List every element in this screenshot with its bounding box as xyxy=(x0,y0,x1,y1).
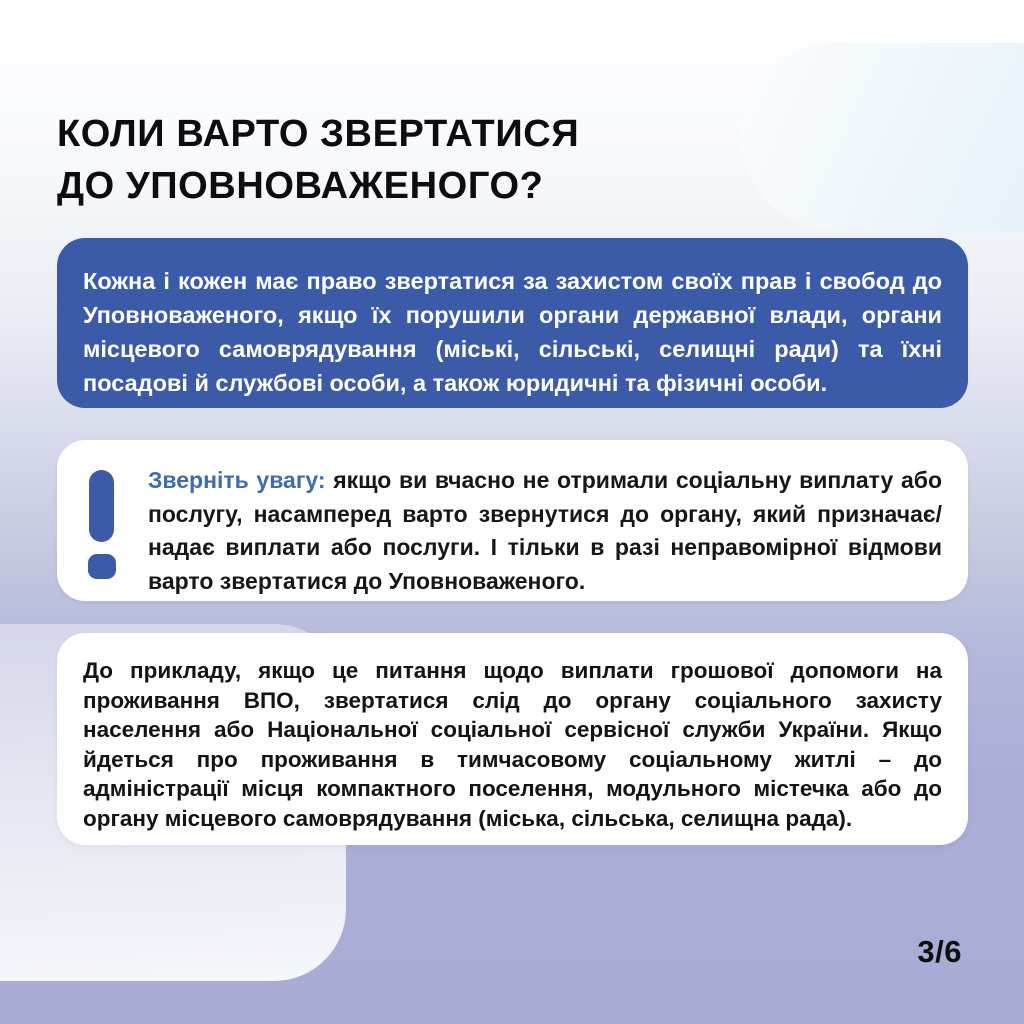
intro-card-text: Кожна і кожен має право звертатися за захистом своїх прав і свобод до Уповноваженого, якщо їх порушили органи державної влади, органи місцевого самоврядування (міські, сільські, селищні ради) та їхні посадові й службові особи, а також юридичні та фізичні особи. xyxy=(83,268,942,396)
page-title-line-2: ДО УПОВНОВАЖЕНОГО? xyxy=(57,165,544,207)
exclamation-icon-bar xyxy=(89,470,114,542)
intro-card xyxy=(57,238,968,408)
exclamation-icon-dot xyxy=(88,554,116,579)
page-title xyxy=(57,108,579,212)
example-card-text: До прикладу, якщо це питання щодо виплати грошової допомоги на проживання ВПО, звертатися слід до органу соціального захисту населення або Національної соціальної сервісної служби України. Якщо йдеться про проживання в тимчасовому соціальному житлі – до адміністрації місця компактного поселення, модульного містечка або до органу місцевого самоврядування (міська, сільська, селищна рада). xyxy=(83,658,942,831)
page-title-line-1: КОЛИ ВАРТО ЗВЕРТАТИСЯ xyxy=(57,113,580,155)
example-card xyxy=(57,633,968,845)
decorative-shape-top-right xyxy=(741,43,1024,231)
attention-card xyxy=(57,440,968,601)
attention-label: Зверніть увагу: xyxy=(148,467,326,493)
exclamation-icon xyxy=(88,470,116,580)
attention-card-text xyxy=(148,464,942,598)
attention-body-text: якщо ви вчасно не отримали соціальну виплату або послугу, насамперед варто звернутися до органу, який призначає/надає виплати або послуги. І тільки в разі неправомірної відмови варто звертатися до Уповноваженого. xyxy=(148,467,942,594)
page-number: 3/6 xyxy=(917,934,962,969)
